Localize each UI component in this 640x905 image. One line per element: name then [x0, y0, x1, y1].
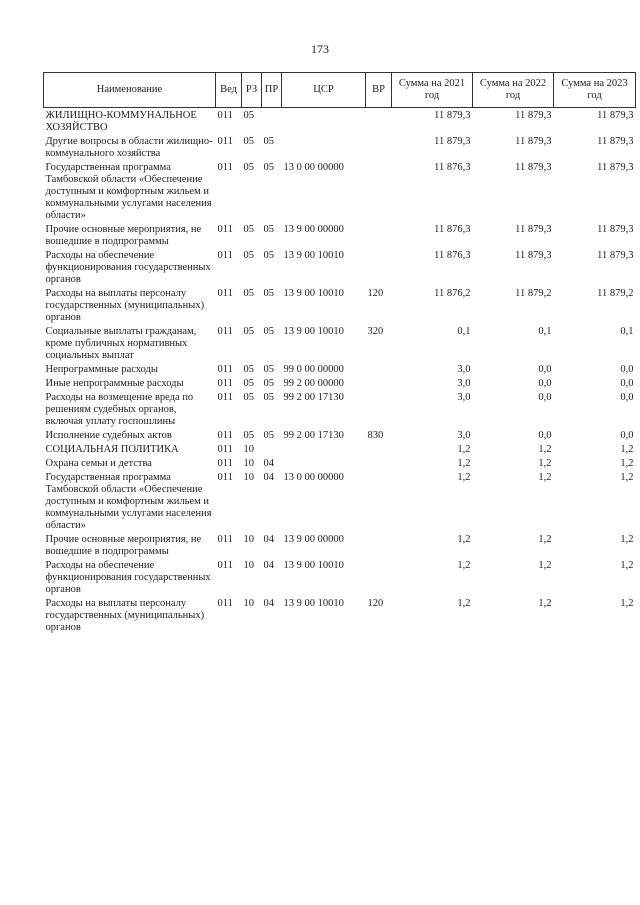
cell-sum-2021: 1,2 — [457, 458, 471, 469]
cell-sum-2021: 11 876,3 — [434, 162, 471, 173]
cell-sum-2022: 11 879,3 — [515, 110, 552, 121]
cell-sum-2022: 1,2 — [538, 534, 552, 545]
cell-vr — [366, 362, 392, 376]
cell-sum-2023: 1,2 — [620, 472, 634, 483]
cell-csr: 13 9 00 10010 — [283, 598, 344, 609]
cell-sum-2022: 0,0 — [538, 378, 552, 389]
cell-csr: 13 0 00 00000 — [283, 162, 344, 173]
cell-rz: 05 — [243, 162, 254, 173]
cell-sum-2022: 1,2 — [538, 598, 552, 609]
cell-sum-2023: 11 879,3 — [597, 136, 634, 147]
cell-sum-2021: 3,0 — [457, 430, 471, 441]
cell-rz: 05 — [243, 430, 254, 441]
cell-sum-2021: 11 879,3 — [434, 136, 471, 147]
budget-table — [43, 72, 636, 634]
cell-rz: 10 — [243, 472, 254, 483]
cell-csr — [282, 442, 366, 456]
cell-sum-2023: 0,0 — [620, 430, 634, 441]
table-header — [44, 73, 636, 108]
cell-rz: 05 — [243, 110, 254, 121]
cell-vr — [366, 248, 392, 286]
cell-pr: 05 — [263, 250, 274, 261]
cell-sum-2022: 1,2 — [538, 560, 552, 571]
cell-csr: 99 2 00 17130 — [283, 430, 344, 441]
cell-ved: 011 — [217, 392, 233, 403]
cell-pr: 04 — [263, 598, 274, 609]
cell-ved: 011 — [217, 224, 233, 235]
cell-sum-2022: 0,1 — [538, 326, 552, 337]
cell-sum-2021: 1,2 — [457, 560, 471, 571]
cell-vr — [366, 160, 392, 222]
cell-pr: 05 — [263, 162, 274, 173]
header-rz: РЗ — [242, 73, 262, 108]
cell-csr: 13 9 00 10010 — [283, 288, 344, 299]
cell-sum-2021: 3,0 — [457, 378, 471, 389]
header-csr: ЦСР — [282, 73, 366, 108]
cell-sum-2022: 1,2 — [538, 458, 552, 469]
cell-name: Иные непрограммные расходы — [45, 378, 184, 389]
cell-name: Прочие основные мероприятия, не вошедшие в подпрограммы — [45, 534, 202, 557]
cell-vr — [366, 222, 392, 248]
header-sum-2021: Сумма на 2021 год — [392, 73, 473, 108]
cell-csr — [282, 108, 366, 135]
cell-vr — [366, 442, 392, 456]
cell-sum-2022: 11 879,2 — [515, 288, 552, 299]
cell-pr — [262, 108, 282, 135]
cell-csr: 99 2 00 17130 — [283, 392, 344, 403]
cell-sum-2023: 0,1 — [620, 326, 634, 337]
cell-sum-2022: 11 879,3 — [515, 224, 552, 235]
table-row — [44, 532, 636, 558]
cell-csr: 13 9 00 10010 — [283, 326, 344, 337]
cell-sum-2021: 11 876,2 — [434, 288, 471, 299]
cell-name: Социальные выплаты гражданам, кроме публичных нормативных социальных выплат — [45, 326, 197, 361]
header-name: Наименование — [44, 73, 216, 108]
cell-csr: 13 9 00 00000 — [283, 224, 344, 235]
cell-ved: 011 — [217, 364, 233, 375]
cell-vr — [366, 134, 392, 160]
cell-sum-2023: 1,2 — [620, 534, 634, 545]
table-row — [44, 428, 636, 442]
cell-ved: 011 — [217, 430, 233, 441]
cell-sum-2022: 1,2 — [538, 472, 552, 483]
cell-sum-2022: 11 879,3 — [515, 250, 552, 261]
cell-csr: 13 9 00 00000 — [283, 534, 344, 545]
cell-pr: 05 — [263, 224, 274, 235]
cell-name: Прочие основные мероприятия, не вошедшие в подпрограммы — [45, 224, 202, 247]
cell-name: Другие вопросы в области жилищно-коммунального хозяйства — [45, 136, 213, 159]
cell-csr: 99 0 00 00000 — [283, 364, 344, 375]
cell-pr: 05 — [263, 392, 274, 403]
cell-sum-2023: 11 879,3 — [597, 110, 634, 121]
cell-pr — [262, 442, 282, 456]
cell-name: СОЦИАЛЬНАЯ ПОЛИТИКА — [45, 444, 179, 455]
cell-vr — [366, 376, 392, 390]
cell-vr — [366, 390, 392, 428]
cell-sum-2021: 0,1 — [457, 326, 471, 337]
cell-sum-2023: 0,0 — [620, 378, 634, 389]
header-vr: ВР — [366, 73, 392, 108]
table-row — [44, 160, 636, 222]
cell-rz: 10 — [243, 598, 254, 609]
cell-ved: 011 — [217, 326, 233, 337]
cell-csr: 13 9 00 10010 — [283, 560, 344, 571]
cell-rz: 10 — [243, 458, 254, 469]
cell-sum-2022: 0,0 — [538, 430, 552, 441]
cell-pr: 05 — [263, 364, 274, 375]
cell-sum-2021: 3,0 — [457, 364, 471, 375]
cell-ved: 011 — [217, 378, 233, 389]
cell-pr: 05 — [263, 378, 274, 389]
cell-vr — [366, 532, 392, 558]
table-row — [44, 456, 636, 470]
cell-sum-2023: 1,2 — [620, 444, 634, 455]
cell-sum-2023: 11 879,3 — [597, 162, 634, 173]
cell-sum-2021: 1,2 — [457, 598, 471, 609]
cell-sum-2023: 11 879,3 — [597, 224, 634, 235]
table-row — [44, 470, 636, 532]
cell-vr — [366, 456, 392, 470]
table-row — [44, 108, 636, 135]
cell-vr — [366, 108, 392, 135]
cell-ved: 011 — [217, 444, 233, 455]
cell-name: Исполнение судебных актов — [45, 430, 172, 441]
cell-vr: 120 — [367, 288, 384, 299]
cell-ved: 011 — [217, 162, 233, 173]
table-row — [44, 222, 636, 248]
cell-csr — [282, 456, 366, 470]
cell-sum-2023: 1,2 — [620, 598, 634, 609]
cell-vr: 120 — [367, 598, 384, 609]
cell-sum-2023: 11 879,3 — [597, 250, 634, 261]
table-row — [44, 324, 636, 362]
cell-pr: 04 — [263, 534, 274, 545]
cell-name: Расходы на выплаты персоналу государственных (муниципальных) органов — [45, 598, 205, 633]
cell-sum-2021: 1,2 — [457, 444, 471, 455]
cell-rz: 05 — [243, 250, 254, 261]
cell-sum-2021: 11 876,3 — [434, 224, 471, 235]
cell-rz: 10 — [243, 444, 254, 455]
table-row — [44, 376, 636, 390]
cell-sum-2022: 11 879,3 — [515, 162, 552, 173]
cell-ved: 011 — [217, 472, 233, 483]
cell-sum-2022: 0,0 — [538, 364, 552, 375]
cell-vr: 830 — [367, 430, 384, 441]
cell-pr: 05 — [263, 288, 274, 299]
cell-vr — [366, 558, 392, 596]
cell-pr: 05 — [263, 326, 274, 337]
cell-name: Государственная программа Тамбовской области «Обеспечение доступным и комфортным жильем и коммунальными услугами населения области» — [45, 472, 212, 531]
cell-name: Расходы на обеспечение функционирования государственных органов — [45, 560, 211, 595]
cell-sum-2023: 1,2 — [620, 560, 634, 571]
cell-rz: 05 — [243, 392, 254, 403]
cell-rz: 05 — [243, 364, 254, 375]
header-pr: ПР — [262, 73, 282, 108]
cell-sum-2021: 11 879,3 — [434, 110, 471, 121]
cell-name: Расходы на возмещение вреда по решениям судебных органов, включая уплату госпошлины — [45, 392, 194, 427]
cell-name: Расходы на обеспечение функционирования государственных органов — [45, 250, 211, 285]
header-row — [44, 73, 636, 108]
table-row — [44, 134, 636, 160]
cell-name: Охрана семьи и детства — [45, 458, 152, 469]
cell-sum-2021: 3,0 — [457, 392, 471, 403]
cell-rz: 10 — [243, 534, 254, 545]
cell-rz: 10 — [243, 560, 254, 571]
cell-sum-2022: 11 879,3 — [515, 136, 552, 147]
cell-sum-2021: 1,2 — [457, 534, 471, 545]
cell-pr: 04 — [263, 472, 274, 483]
header-ved: Вед — [216, 73, 242, 108]
table-row — [44, 596, 636, 634]
table-row — [44, 558, 636, 596]
cell-ved: 011 — [217, 534, 233, 545]
cell-rz: 05 — [243, 224, 254, 235]
cell-csr: 13 9 00 10010 — [283, 250, 344, 261]
cell-pr: 05 — [263, 430, 274, 441]
cell-csr: 13 0 00 00000 — [283, 472, 344, 483]
cell-sum-2023: 0,0 — [620, 364, 634, 375]
cell-name: Государственная программа Тамбовской области «Обеспечение доступным и комфортным жильем и коммунальными услугами населения области» — [45, 162, 212, 221]
cell-pr: 04 — [263, 458, 274, 469]
cell-rz: 05 — [243, 326, 254, 337]
cell-ved: 011 — [217, 458, 233, 469]
cell-vr: 320 — [367, 326, 384, 337]
cell-name: Расходы на выплаты персоналу государственных (муниципальных) органов — [45, 288, 205, 323]
cell-name: Непрограммные расходы — [45, 364, 158, 375]
cell-pr: 05 — [263, 136, 274, 147]
cell-ved: 011 — [217, 560, 233, 571]
cell-rz: 05 — [243, 288, 254, 299]
cell-csr: 99 2 00 00000 — [283, 378, 344, 389]
cell-ved: 011 — [217, 110, 233, 121]
cell-sum-2022: 1,2 — [538, 444, 552, 455]
table-row — [44, 286, 636, 324]
cell-vr — [366, 470, 392, 532]
cell-ved: 011 — [217, 136, 233, 147]
cell-sum-2022: 0,0 — [538, 392, 552, 403]
cell-ved: 011 — [217, 288, 233, 299]
cell-ved: 011 — [217, 598, 233, 609]
cell-pr: 04 — [263, 560, 274, 571]
cell-rz: 05 — [243, 136, 254, 147]
header-sum-2022: Сумма на 2022 год — [473, 73, 554, 108]
cell-csr — [282, 134, 366, 160]
page-number: 173 — [311, 42, 329, 56]
table-row — [44, 390, 636, 428]
table-row — [44, 248, 636, 286]
cell-sum-2021: 11 876,3 — [434, 250, 471, 261]
header-sum-2023: Сумма на 2023 год — [554, 73, 636, 108]
cell-name: ЖИЛИЩНО-КОММУНАЛЬНОЕ ХОЗЯЙСТВО — [45, 110, 197, 133]
table-body — [44, 108, 636, 635]
cell-ved: 011 — [217, 250, 233, 261]
cell-rz: 05 — [243, 378, 254, 389]
table-row — [44, 442, 636, 456]
table-row — [44, 362, 636, 376]
cell-sum-2023: 1,2 — [620, 458, 634, 469]
cell-sum-2021: 1,2 — [457, 472, 471, 483]
cell-sum-2023: 11 879,2 — [597, 288, 634, 299]
cell-sum-2023: 0,0 — [620, 392, 634, 403]
